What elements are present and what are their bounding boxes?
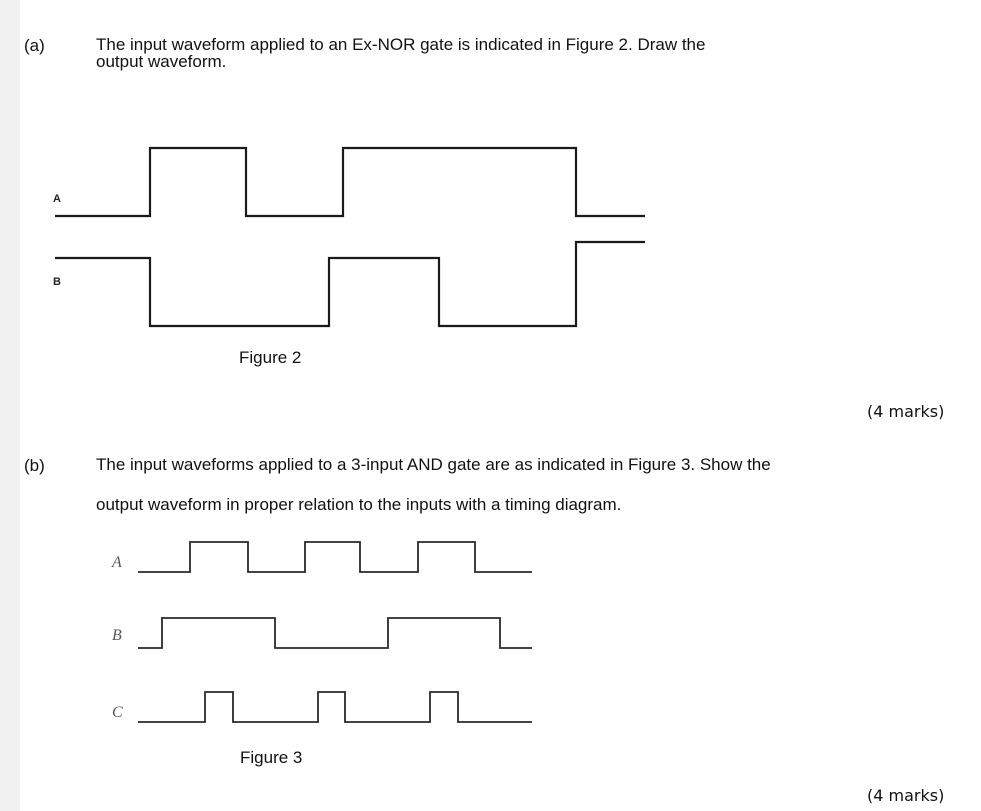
figure-2-signal-b-label: B <box>53 276 61 288</box>
figure-3-signal-b-wave <box>138 618 532 648</box>
figure-3-signal-a-wave <box>138 542 532 572</box>
question-a-text-line2: output waveform. <box>96 52 227 71</box>
question-a-label: (a) <box>24 36 45 55</box>
figure-2-caption: Figure 2 <box>239 348 302 367</box>
figure-2-signal-a-wave <box>55 148 645 216</box>
figure-3-signal-c-wave <box>138 692 532 722</box>
figure-3-caption: Figure 3 <box>240 748 303 767</box>
question-a-text-line1: The input waveform applied to an Ex-NOR gate is indicated in Figure 2. Draw the <box>96 35 706 54</box>
figure-3-signal-a-label: A <box>112 554 122 571</box>
question-b-marks: (4 marks) <box>867 786 945 805</box>
question-b-text-line1: The input waveforms applied to a 3-input AND gate are as indicated in Figure 3. Show the <box>96 455 771 474</box>
question-b-label: (b) <box>24 456 45 475</box>
question-b-text-line2: output waveform in proper relation to the inputs with a timing diagram. <box>96 495 622 514</box>
figure-2-signal-a-label: A <box>53 193 61 205</box>
figure-3-signal-b-label: B <box>112 627 122 644</box>
figure-3-signal-c-label: C <box>112 704 123 721</box>
question-a-marks: (4 marks) <box>867 402 945 421</box>
figure-2-signal-b-wave <box>55 242 645 326</box>
